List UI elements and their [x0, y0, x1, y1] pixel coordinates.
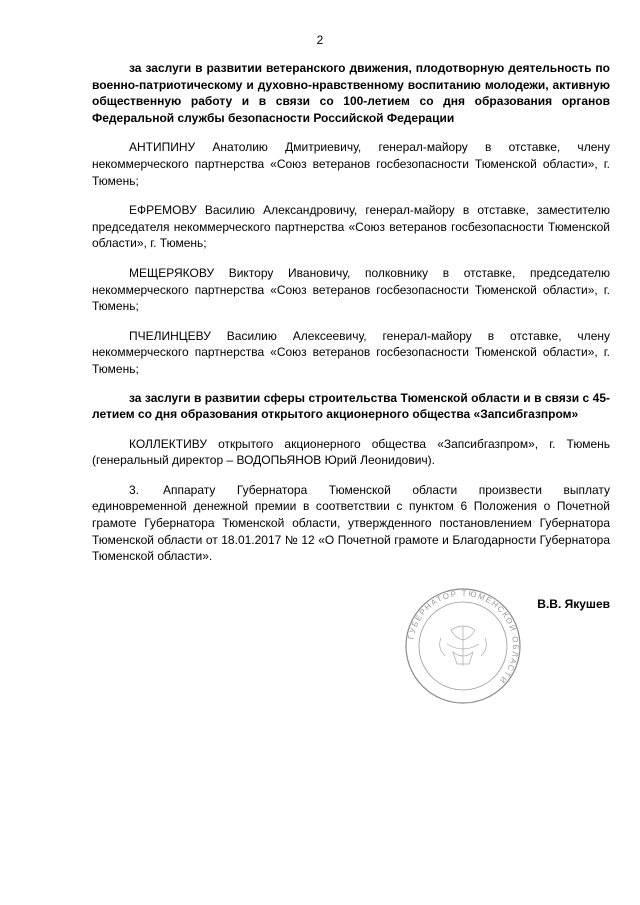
award-entry: АНТИПИНУ Анатолию Дмитриевичу, генерал-майору в отставке, члену некоммерческого партнерства «Союз ветеранов госбезопасности Тюменской области», г. Тюмень; — [92, 140, 610, 188]
document-body — [92, 60, 610, 565]
paragraph-number: 3. — [129, 482, 140, 497]
award-entry: ЕФРЕМОВУ Василию Александровичу, генерал-майору в отставке, заместителю председателя некоммерческого партнерства «Союз ветеранов госбезопасности Тюменской области», г. Тюмень; — [92, 203, 610, 251]
award-entry: ПЧЕЛИНЦЕВУ Василию Алексеевичу, генерал-майору в отставке, члену некоммерческого партнерства «Союз ветеранов госбезопасности Тюменской области», г. Тюмень; — [92, 328, 610, 376]
official-seal — [403, 586, 523, 706]
page-number: 2 — [316, 33, 324, 47]
award-heading-construction: за заслуги в развитии сферы строительства Тюменской области и в связи с 45-летием со дня образования открытого акционерного общества «Запсибгазпром» — [92, 390, 610, 422]
paragraph-text: Аппарату Губернатора Тюменской области произвести выплату единовременной денежной премии в соответствии с пунктом 6 Положения о Почетной грамоте Губернатора Тюменской области, утвержденного постановлением Губернатора Тюменской области от 18.01.2017 № 12 «О Почетной грамоте и Благодарности Губернатора Тюменской области». — [92, 482, 610, 564]
seal-text: ГУБЕРНАТОР ТЮМЕНСКОЙ ОБЛАСТИ — [406, 588, 521, 686]
paragraph-3 — [92, 482, 610, 565]
award-entry-collective: КОЛЛЕКТИВУ открытого акционерного общества «Запсибгазпром», г. Тюмень (генеральный директор – ВОДОПЬЯНОВ Юрий Леонидович). — [92, 436, 610, 468]
award-entry: МЕЩЕРЯКОВУ Виктору Ивановичу, полковнику в отставке, председателю некоммерческого партнерства «Союз ветеранов госбезопасности Тюменской области», г. Тюмень; — [92, 265, 610, 314]
award-heading-veterans: за заслуги в развитии ветеранского движения, плодотворную деятельность по военно-патриотическому и духовно-нравственному воспитанию молодежи, активную общественную работу и в связи со 100-летием со дня образования органов Федеральной службы безопасности Российской Федерации — [92, 61, 610, 125]
signature-name: В.В. Якушев — [537, 597, 610, 611]
